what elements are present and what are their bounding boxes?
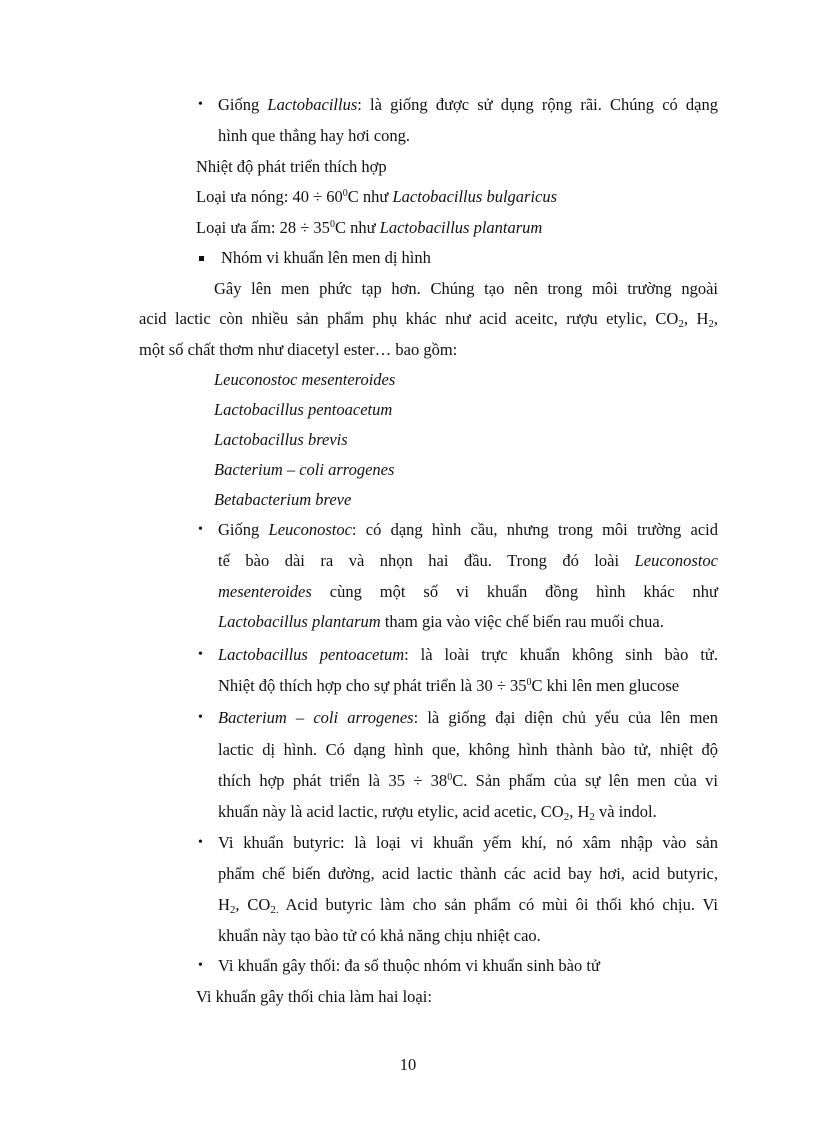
- paragraph-line: Vi khuẩn gây thối: đa số thuộc nhóm vi khuẩn sinh bào tử: [218, 956, 600, 975]
- paragraph-line: mesenteroides cùng một số vi khuẩn đồng hình khác như: [218, 582, 718, 601]
- paragraph-line: một số chất thơm như diacetyl ester… bao gồm:: [139, 340, 458, 359]
- species-item: Bacterium – coli arrogenes: [214, 460, 395, 479]
- paragraph-line: hình que thẳng hay hơi cong.: [218, 126, 411, 145]
- paragraph-line: Vi khuẩn butyric: là loại vi khuẩn yếm khí, nó xâm nhập vào sản: [218, 833, 718, 852]
- species-item: Leuconostoc mesenteroides: [214, 370, 396, 389]
- paragraph-line: Bacterium – coli arrogenes: là giống đại diện chủ yếu của lên men: [218, 708, 718, 727]
- species-item: Betabacterium breve: [214, 490, 352, 509]
- paragraph-line: Vi khuẩn gây thối chia làm hai loại:: [196, 987, 432, 1006]
- paragraph-line: $H_2$, $CO_{2.}$ Acid butyric làm cho sản phẩm có mùi ôi thối khó chịu. Vi: [218, 895, 719, 916]
- bullet-icon: •: [198, 522, 203, 537]
- bullet-icon: •: [198, 958, 203, 973]
- paragraph-line: Nhiệt độ thích hợp cho sự phát triển là $30 \div 35^0C$ khi lên men glucose: [218, 676, 680, 695]
- bullet-icon: •: [198, 647, 203, 662]
- bullet-icon: •: [198, 97, 203, 112]
- paragraph-line: Gây lên men phức tạp hơn. Chúng tạo nên trong môi trường ngoài: [214, 279, 718, 298]
- paragraph-line: acid lactic còn nhiều sản phẩm phụ khác như acid aceitc, rượu etylic, $CO_2$, $H_2$,: [139, 309, 718, 330]
- bullet-icon: •: [198, 710, 203, 725]
- paragraph-line: khuẩn này tạo bào tử có khả năng chịu nhiệt cao.: [218, 926, 541, 945]
- section-text: Nhiệt độ phát triển thích hợp: [196, 157, 387, 176]
- paragraph-line: thích hợp phát triển là $35 \div 38^0C$. Sản phẩm của sự lên men của vi: [218, 771, 718, 790]
- paragraph-line: Loại ưa ấm: $28 \div 35^0C$ như Lactobacillus plantarum: [196, 218, 543, 237]
- paragraph-line: Giống Leuconostoc: có dạng hình cầu, nhưng trong môi trường acid: [218, 520, 718, 539]
- species-item: Lactobacillus pentoacetum: [214, 400, 393, 419]
- paragraph-line: phẩm chế biến đường, acid lactic thành các acid bay hơi, acid butyric,: [218, 864, 718, 883]
- page-number: 10: [399, 1055, 417, 1074]
- paragraph-line: Giống Lactobacillus: là giống được sử dụng rộng rãi. Chúng có dạng: [218, 95, 719, 114]
- paragraph-line: lactic dị hình. Có dạng hình que, không hình thành bào tử, nhiệt độ: [218, 740, 718, 759]
- paragraph-line: Lactobacillus plantarum tham gia vào việc chế biến rau muối chua.: [218, 612, 664, 631]
- paragraph-line: Loại ưa nóng: $40 \div 60^0C$ như Lactobacillus bulgaricus: [196, 187, 558, 206]
- species-item: Lactobacillus brevis: [214, 430, 348, 449]
- bullet-icon: •: [198, 835, 203, 850]
- square-bullet-icon: [199, 256, 204, 261]
- paragraph-line: khuẩn này là acid lactic, rượu etylic, acid acetic, $CO_2$, $H_2$ và indol.: [218, 802, 657, 823]
- paragraph-line: tế bào dài ra và nhọn hai đầu. Trong đó loài Leuconostoc: [218, 551, 718, 570]
- paragraph-line: Lactobacillus pentoacetum: là loài trực khuẩn không sinh bào tử.: [218, 645, 718, 664]
- subsection-heading: Nhóm vi khuẩn lên men dị hình: [221, 248, 431, 267]
